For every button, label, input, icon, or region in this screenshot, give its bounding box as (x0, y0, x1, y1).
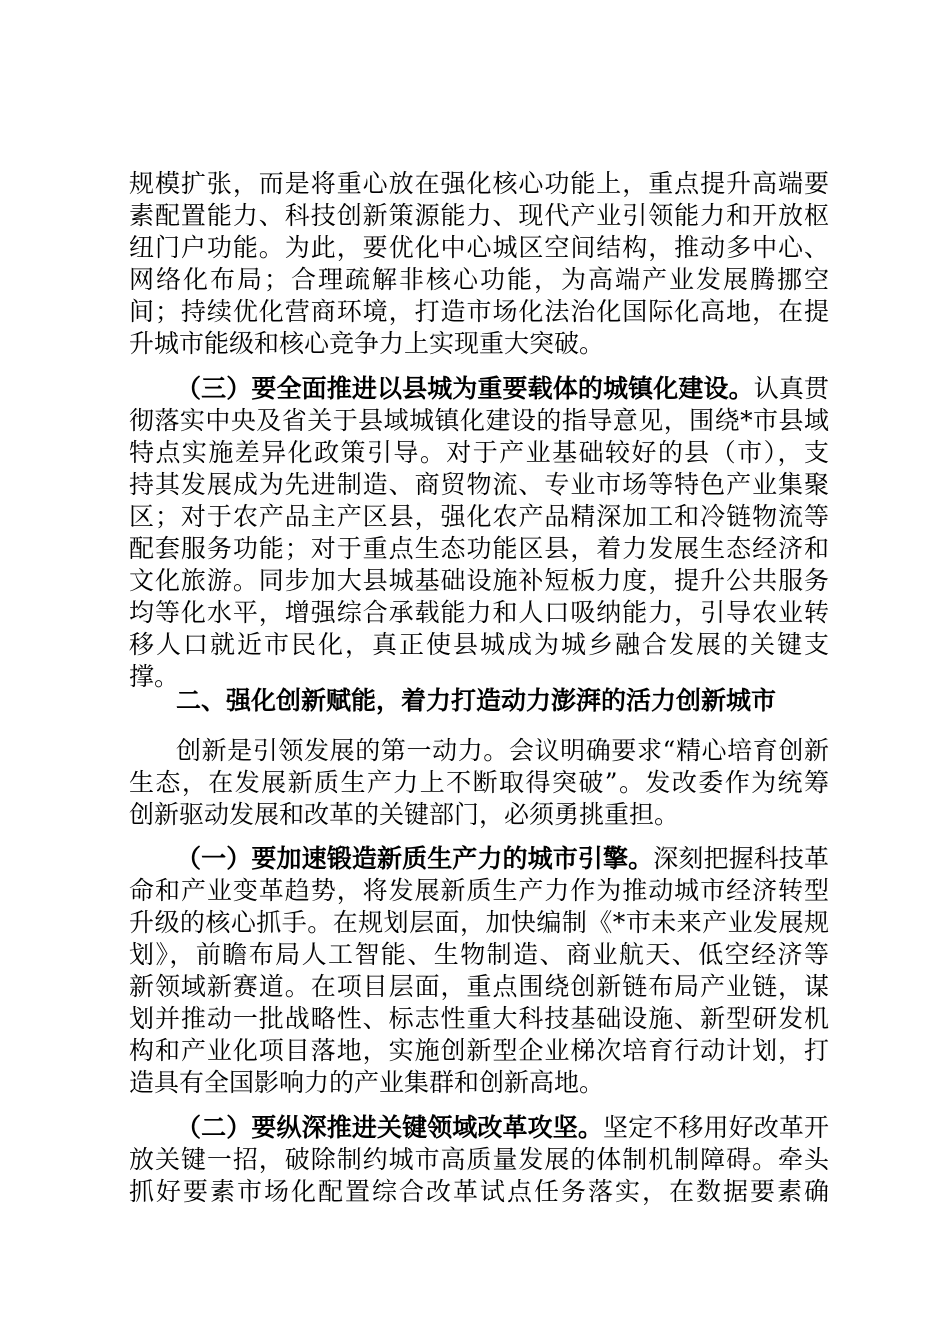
paragraph-line: 升级的核心抓手。在规划层面，加快编制《*市未来产业发展规 (129, 908, 829, 937)
paragraph-line: 构和产业化项目落地，实施创新型企业梯次培育行动计划，打 (129, 1036, 829, 1065)
paragraph-line: 彻落实中央及省关于县域城镇化建设的指导意见，围绕*市县域 (129, 406, 829, 435)
paragraph-line: 配套服务功能；对于重点生态功能区县，着力发展生态经济和 (129, 534, 829, 563)
section-heading-3: （三）要全面推进以县城为重要载体的城镇化建设。 (176, 374, 754, 403)
paragraph-line: 升城市能级和核心竞争力上实现重大突破。 (129, 329, 605, 358)
paragraph-line: 放关键一招，破除制约城市高质量发展的体制机制障碍。牵头 (129, 1145, 829, 1174)
section-heading-2: （二）要纵深推进关键领域改革攻坚。 (176, 1113, 604, 1142)
paragraph-line: 持其发展成为先进制造、商贸物流、专业市场等特色产业集聚 (129, 470, 829, 499)
section-heading-1: （一）要加速锻造新质生产力的城市引擎。 (176, 844, 654, 873)
paragraph-line: 撑。 (129, 662, 180, 691)
section-lead-line: （二）要纵深推进关键领域改革攻坚。坚定不移用好改革开 (176, 1113, 829, 1142)
paragraph-line: 划》，前瞻布局人工智能、生物制造、商业航天、低空经济等 (129, 940, 829, 969)
paragraph-line: 特点实施差异化政策引导。对于产业基础较好的县（市），支 (129, 438, 829, 467)
paragraph-line: 移人口就近市民化，真正使县城成为城乡融合发展的关键支 (129, 630, 829, 659)
paragraph-line: 新领域新赛道。在项目层面，重点围绕创新链布局产业链，谋 (129, 972, 829, 1001)
paragraph-line: 创新驱动发展和改革的关键部门，必须勇挑重担。 (129, 800, 680, 829)
paragraph-line: 规模扩张，而是将重心放在强化核心功能上，重点提升高端要 (129, 169, 829, 198)
paragraph-line: 抓好要素市场化配置综合改革试点任务落实，在数据要素确 (129, 1177, 829, 1206)
paragraph-line: 纽门户功能。为此，要优化中心城区空间结构，推动多中心、 (129, 233, 829, 262)
paragraph-line: 划并推动一批战略性、标志性重大科技基础设施、新型研发机 (129, 1004, 829, 1033)
paragraph-line: 生态，在发展新质生产力上不断取得突破”。发改委作为统筹 (129, 768, 829, 797)
chapter-heading: 二、强化创新赋能，着力打造动力澎湃的活力创新城市 (176, 686, 777, 715)
paragraph-line: 文化旅游。同步加大县城基础设施补短板力度，提升公共服务 (129, 566, 829, 595)
section-lead-line: （一）要加速锻造新质生产力的城市引擎。深刻把握科技革 (176, 844, 829, 873)
paragraph-line: 命和产业变革趋势，将发展新质生产力作为推动城市经济转型 (129, 876, 829, 905)
paragraph-line: 间；持续优化营商环境，打造市场化法治化国际化高地，在提 (129, 297, 829, 326)
paragraph-line: 区；对于农产品主产区县，强化农产品精深加工和冷链物流等 (129, 502, 829, 531)
paragraph-line: 均等化水平，增强综合承载能力和人口吸纳能力，引导农业转 (129, 598, 829, 627)
paragraph-line: 创新是引领发展的第一动力。会议明确要求“精心培育创新 (176, 736, 829, 765)
paragraph-line: 造具有全国影响力的产业集群和创新高地。 (129, 1068, 605, 1097)
paragraph-line: 网络化布局；合理疏解非核心功能，为高端产业发展腾挪空 (129, 265, 829, 294)
paragraph-line: 素配置能力、科技创新策源能力、现代产业引领能力和开放枢 (129, 201, 829, 230)
section-lead-line: （三）要全面推进以县城为重要载体的城镇化建设。认真贯 (176, 374, 829, 403)
